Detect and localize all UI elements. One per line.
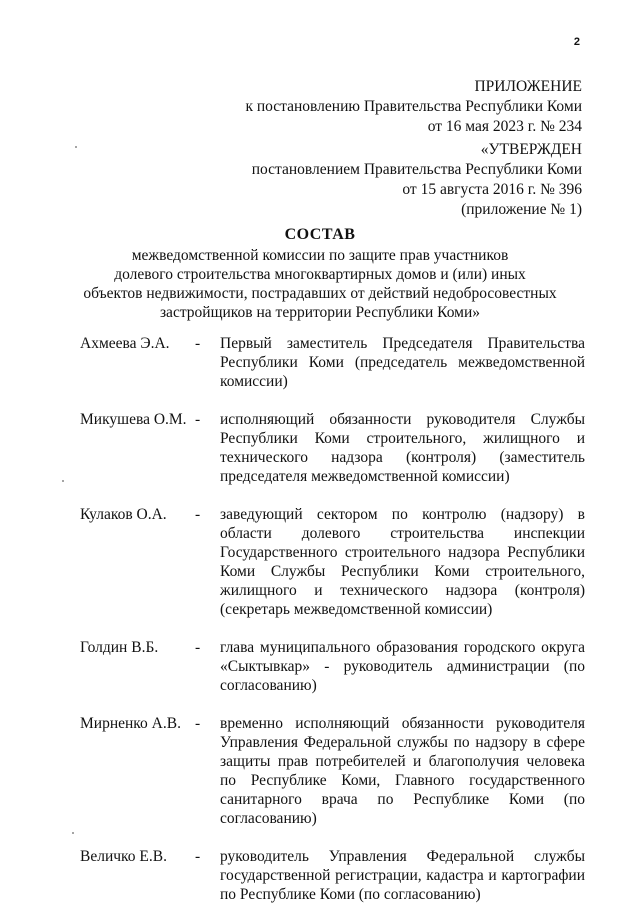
approved-date: от 15 августа 2016 г. № 396: [402, 181, 582, 198]
approved-block: [252, 140, 582, 220]
member-role: руководитель Управления Федеральной службы государственной регистрации, кадастра и картографии по Республике Коми (по согласованию): [220, 848, 585, 903]
member-role: заведующий сектором по контролю (надзору) в области долевого строительства инспекции Государственного строительного надзора Республики Коми Службы Республики Коми строительного, жилищного и технического надзора (контроля) (секретарь межведомственной комиссии): [220, 506, 585, 618]
member-dash: -: [195, 411, 201, 428]
member-row: [80, 847, 585, 904]
scan-speck: [72, 832, 74, 834]
member-name: Величко Е.В.: [80, 848, 167, 865]
member-name: Кулаков О.А.: [80, 506, 167, 523]
member-name: Голдин В.Б.: [80, 639, 159, 656]
member-row: [80, 714, 585, 828]
document-subtitle-line: объектов недвижимости, пострадавших от действий недобросовестных: [83, 285, 557, 302]
attachment-label: ПРИЛОЖЕНИЕ: [474, 78, 582, 95]
approved-label: «УТВЕРЖДЕН: [480, 141, 582, 158]
document-title-block: [60, 224, 580, 322]
member-role: временно исполняющий обязанности руководителя Управления Федеральной службы по надзору в сфере защиты прав потребителей и благополучия человека по Республике Коми, Главного государственного санитарного врача по Республике Коми (по согласованию): [220, 715, 585, 827]
document-subtitle-line: долевого строительства многоквартирных домов и (или) иных: [114, 266, 526, 283]
scan-speck: [62, 480, 64, 482]
member-dash: -: [195, 848, 201, 865]
commission-members-list: [80, 334, 585, 923]
member-name: Микушева О.М.: [80, 411, 187, 428]
member-row: [80, 410, 585, 486]
member-role: Первый заместитель Председателя Правительства Республики Коми (председатель межведомственной комиссии): [220, 335, 585, 390]
member-dash: -: [195, 506, 201, 523]
member-dash: -: [195, 335, 201, 352]
attachment-block: [245, 77, 582, 137]
member-dash: -: [195, 715, 201, 732]
approved-appendix: (приложение № 1): [461, 201, 582, 218]
document-title: СОСТАВ: [284, 226, 356, 243]
member-role: глава муниципального образования городского округа «Сыктывкар» - руководитель администрации (по согласованию): [220, 639, 585, 694]
member-row: [80, 505, 585, 619]
member-row: [80, 638, 585, 695]
member-dash: -: [195, 639, 201, 656]
member-name: Ахмеева Э.А.: [80, 335, 170, 352]
attachment-decree: к постановлению Правительства Республики Коми: [245, 98, 582, 115]
member-name: Мирненко А.В.: [80, 715, 181, 732]
scan-speck: [75, 146, 77, 148]
document-subtitle-line: межведомственной комиссии по защите прав участников: [131, 247, 509, 264]
document-subtitle-line: застройщиков на территории Республики Коми»: [159, 304, 481, 321]
member-role: исполняющий обязанности руководителя Службы Республики Коми строительного, жилищного и технического надзора (контроля) (заместитель председателя межведомственной комиссии): [220, 411, 585, 485]
member-row: [80, 334, 585, 391]
page-number: 2: [573, 36, 580, 48]
approved-decree: постановлением Правительства Республики Коми: [251, 161, 582, 178]
attachment-date: от 16 мая 2023 г. № 234: [427, 118, 582, 135]
